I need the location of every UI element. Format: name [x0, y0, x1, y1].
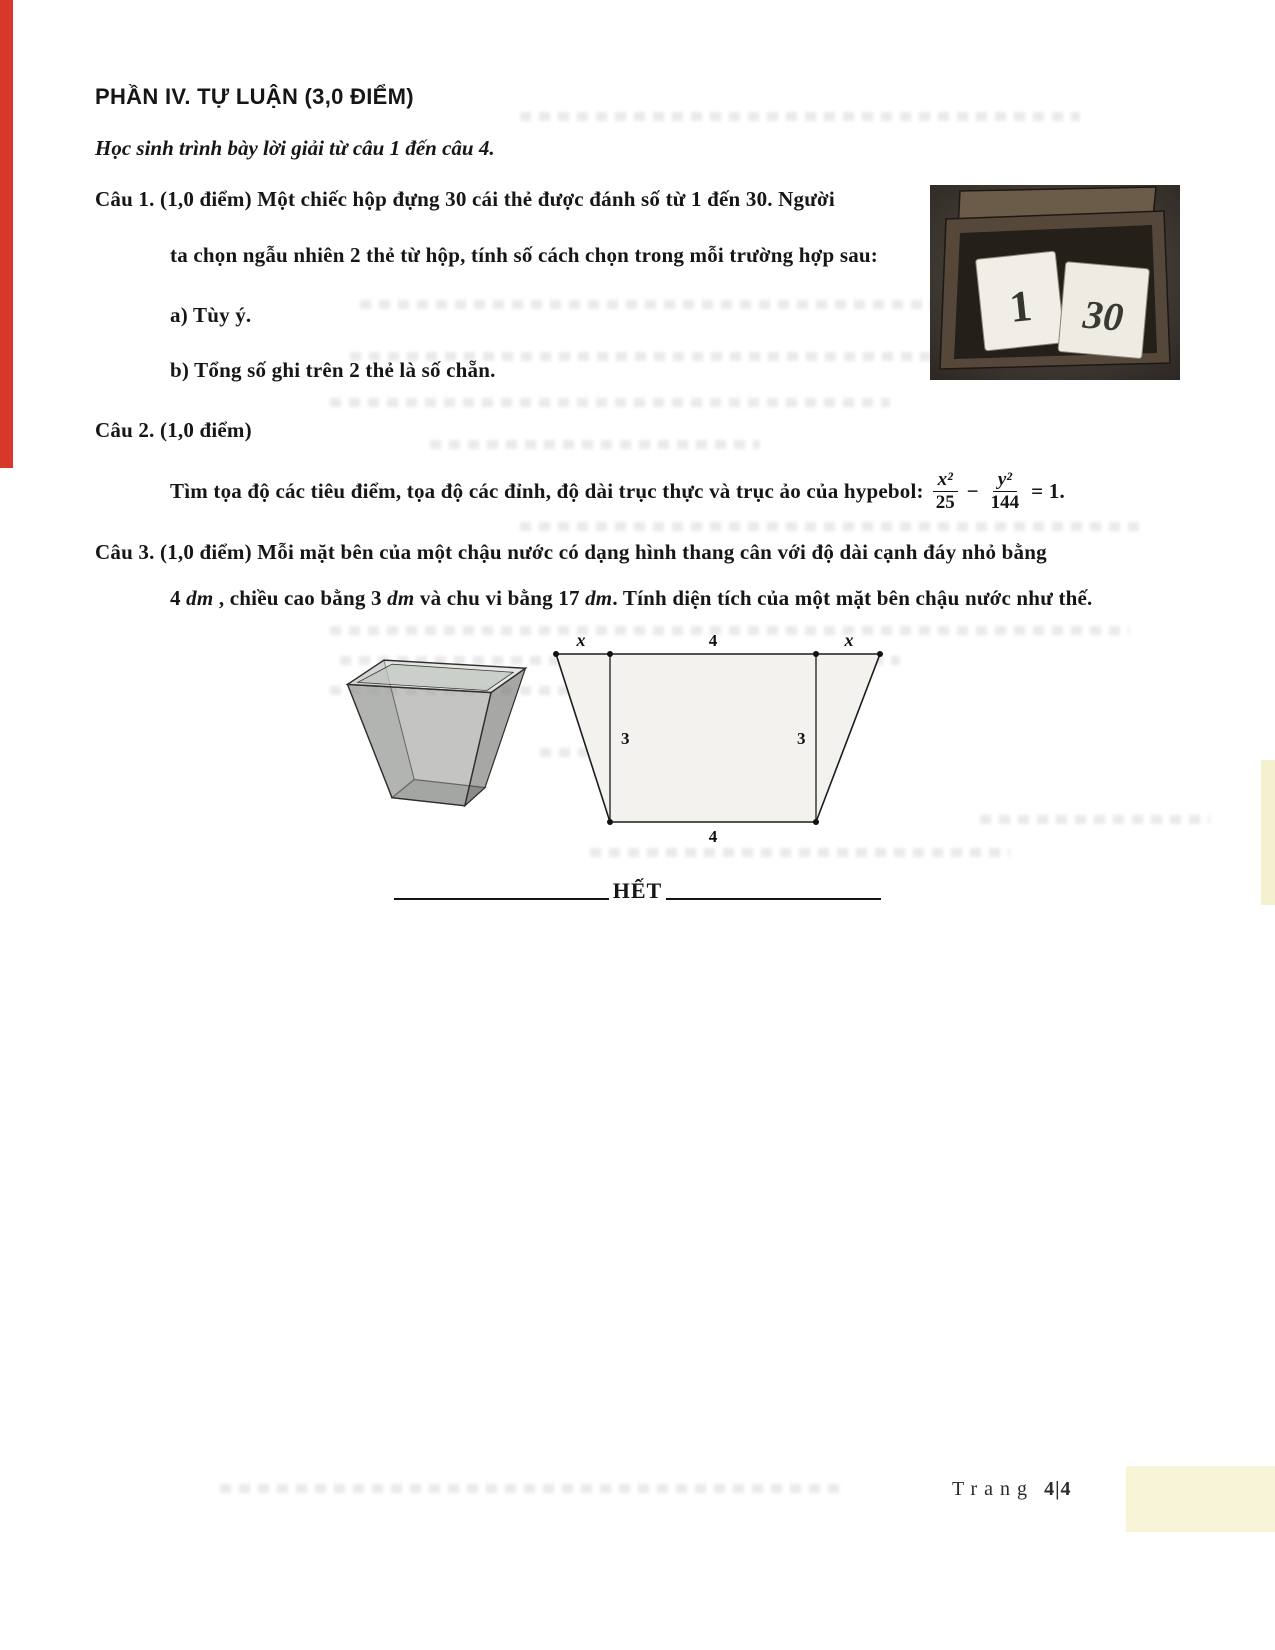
fraction-y: [986, 470, 1025, 513]
page-label: Trang: [952, 1478, 1035, 1500]
scan-red-stripe: [0, 0, 13, 468]
page-number: 4|4: [1044, 1478, 1072, 1500]
card-one-number: 1: [1007, 280, 1035, 332]
q3-seg: và chu vi bằng 17: [414, 586, 586, 610]
end-word: HẾT: [612, 878, 663, 903]
question-3-line-1: [95, 540, 1047, 565]
minus-operator: −: [966, 478, 979, 503]
question-3-text: Mỗi mặt bên của một chậu nước có dạng hình thang cân với độ dài cạnh đáy nhỏ bằng: [257, 540, 1047, 564]
trapezoid-figure: [548, 632, 888, 852]
underline-right: [666, 898, 881, 900]
bleed-through-text: [330, 398, 890, 407]
question-1-line-2: ta chọn ngẫu nhiên 2 thẻ từ hộp, tính số cách chọn trong mỗi trường hợp sau:: [170, 243, 878, 267]
water-basin-drawing: [338, 646, 538, 826]
page-footer: [952, 1478, 1071, 1501]
section-title: PHẦN IV. TỰ LUẬN (3,0 ĐIỂM): [95, 84, 414, 109]
vertex-dot: [607, 651, 613, 657]
bleed-through-text: [520, 522, 1140, 531]
bleed-through-text: [220, 1484, 840, 1493]
card-one: [976, 251, 1065, 351]
label-top-right-x: x: [844, 632, 854, 650]
fraction-y-denominator: 144: [990, 491, 1020, 513]
section-instruction: Học sinh trình bày lời giải từ câu 1 đến câu 4.: [95, 136, 495, 160]
scan-yellow-corner: [1126, 1466, 1275, 1532]
label-left-height-3: 3: [621, 729, 630, 748]
cards-box-photo: [930, 185, 1180, 380]
vertex-dot: [813, 651, 819, 657]
bleed-through-text: [430, 440, 760, 449]
part-a-text: Tùy ý.: [192, 303, 252, 327]
card-thirty-number: 30: [1081, 291, 1126, 340]
q3-seg: , chiều cao bằng 3: [213, 586, 388, 610]
label-bottom-4: 4: [708, 827, 718, 846]
fraction-x: [931, 470, 960, 513]
underline-left: [394, 898, 609, 900]
basin-front-face: [347, 684, 491, 805]
equation-rhs: = 1.: [1031, 478, 1065, 503]
trapezoid-outline: [556, 654, 880, 822]
vertex-dot: [607, 819, 613, 825]
part-a-label: a): [170, 303, 188, 327]
question-1-part-a: [170, 303, 251, 328]
card-thirty: [1058, 262, 1150, 359]
question-3-line-2: [170, 586, 1093, 611]
label-top-mid-4: 4: [708, 632, 718, 650]
q3-unit-dm: dm: [387, 586, 415, 610]
part-b-text: Tổng số ghi trên 2 thẻ là số chẵn.: [194, 358, 496, 382]
question-1-part-b: [170, 358, 496, 383]
water-basin-figure: [338, 646, 538, 831]
q3-seg: . Tính diện tích của một mặt bên chậu nước như thế.: [612, 586, 1093, 610]
fraction-x-denominator: 25: [935, 491, 955, 513]
cards-box-illustration: [930, 185, 1180, 380]
question-1-text: Một chiếc hộp đựng 30 cái thẻ được đánh số từ 1 đến 30. Người: [257, 187, 835, 211]
question-1-label: Câu 1. (1,0 điểm): [95, 187, 252, 211]
trapezoid-diagram: [548, 632, 888, 847]
q3-unit-dm: dm: [186, 586, 214, 610]
question-2-label: Câu 2. (1,0 điểm): [95, 418, 252, 442]
part-b-label: b): [170, 358, 190, 382]
vertex-dot: [877, 651, 883, 657]
question-3-label: Câu 3. (1,0 điểm): [95, 540, 252, 564]
bleed-through-text: [980, 815, 1210, 824]
q3-unit-dm: dm: [585, 586, 613, 610]
question-1-line-1: [95, 187, 835, 212]
vertex-dot: [813, 819, 819, 825]
end-of-exam-line: [0, 878, 1275, 904]
bleed-through-text: [520, 112, 1080, 121]
fraction-y-numerator: y²: [993, 470, 1017, 492]
label-right-height-3: 3: [797, 729, 806, 748]
fraction-x-numerator: x²: [933, 470, 958, 492]
question-2-prompt: Tìm tọa độ các tiêu điểm, tọa độ các đỉnh, độ dài trục thực và trục ảo của hypebol:: [170, 478, 924, 503]
vertex-dot: [553, 651, 559, 657]
label-top-left-x: x: [576, 632, 586, 650]
question-2-statement: [170, 460, 1065, 522]
q3-seg: 4: [170, 586, 187, 610]
